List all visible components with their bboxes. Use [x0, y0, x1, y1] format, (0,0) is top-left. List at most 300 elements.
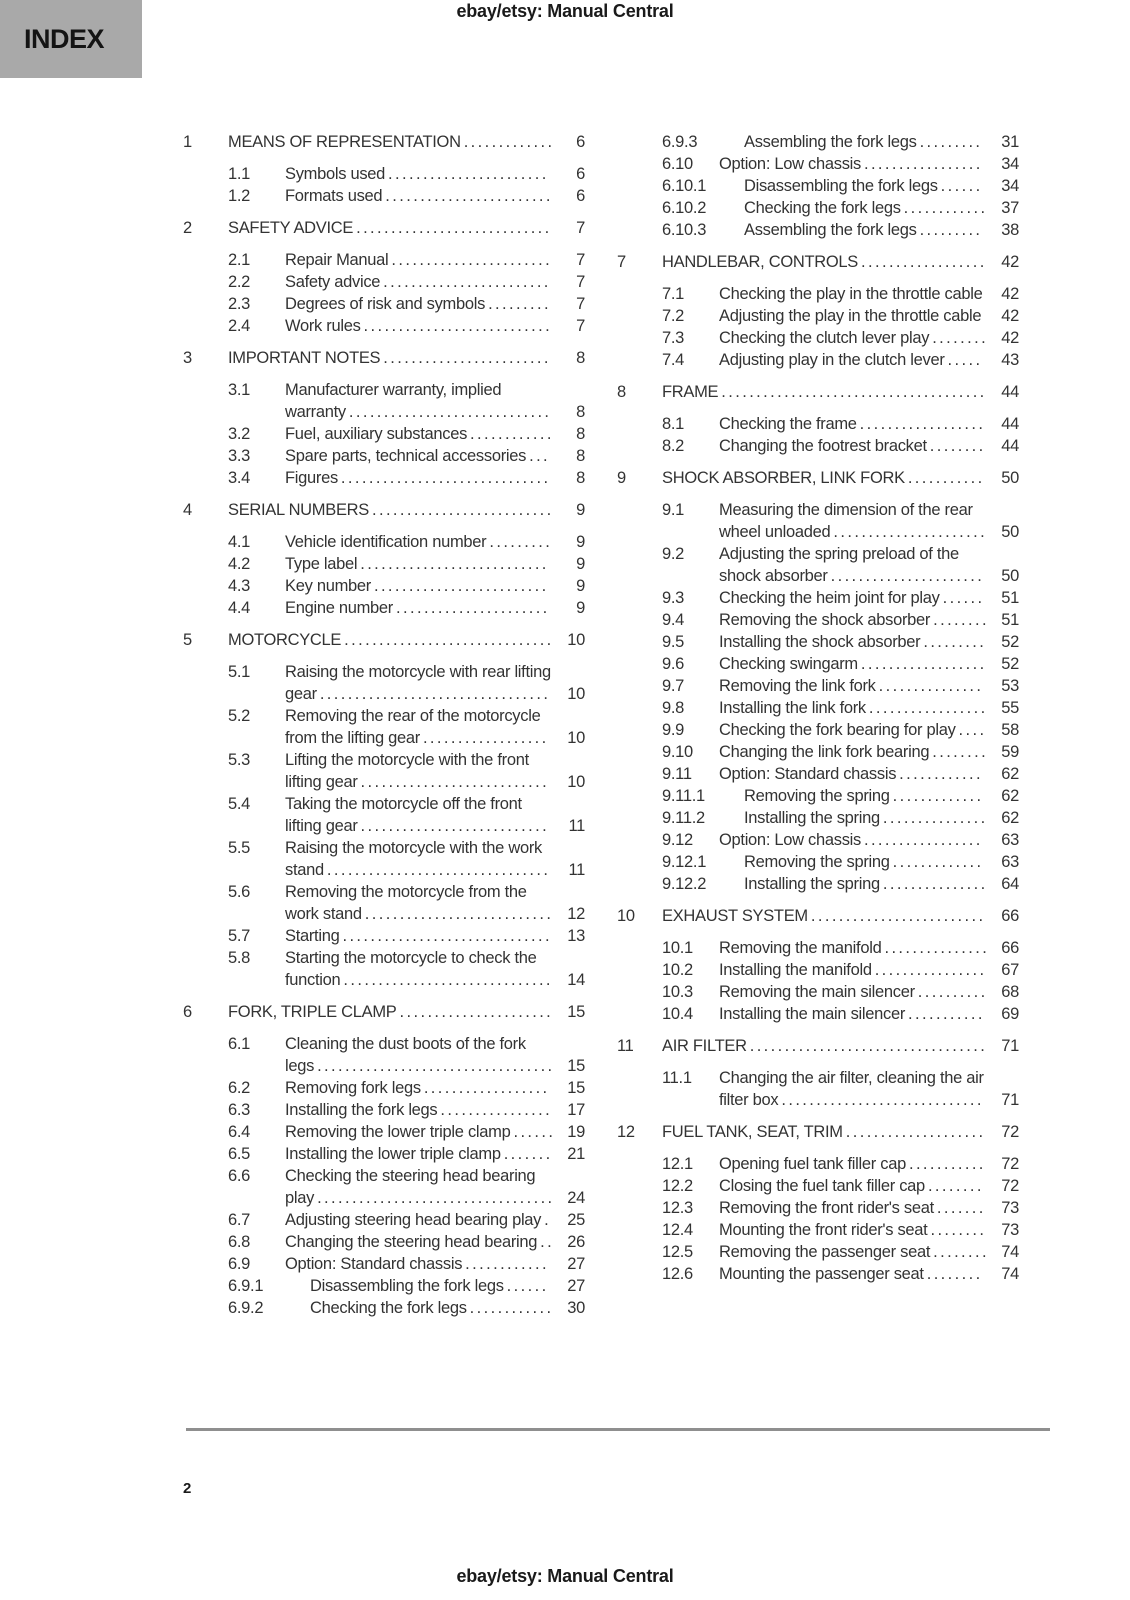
toc-leader-dots: ............................	[356, 219, 552, 237]
toc-entry-number: 2.3	[228, 295, 251, 313]
toc-entry-number: 6.6	[228, 1167, 251, 1185]
toc-leader-dots: .............	[463, 133, 555, 151]
toc-entry-title: Vehicle identification number	[285, 533, 487, 551]
toc-entry	[183, 837, 585, 881]
toc-entry	[183, 271, 585, 293]
toc-entry-page: 44	[1001, 437, 1019, 455]
toc-entry-number: 11	[617, 1037, 634, 1055]
toc-entry	[183, 445, 585, 467]
toc-entry	[183, 1297, 585, 1319]
toc-leader-dots: ..............................	[344, 631, 554, 649]
toc-entry-page: 53	[1001, 677, 1019, 695]
toc-entry	[617, 829, 1019, 851]
toc-entry-number: 9.5	[662, 633, 685, 651]
toc-entry-number: 4.2	[228, 555, 251, 573]
toc-entry-page: 10	[567, 685, 585, 703]
toc-entry	[617, 251, 1019, 273]
toc-entry	[617, 381, 1019, 403]
toc-entry-number: 8	[617, 383, 626, 401]
toc-entry-title: Option: Standard chassis	[285, 1255, 463, 1273]
toc-entry	[617, 905, 1019, 927]
toc-entry-title: Adjusting the play in the throttle cable	[719, 307, 982, 325]
toc-entry	[617, 305, 1019, 327]
toc-entry	[183, 379, 585, 423]
toc-entry-title: Removing the rear of the motorcycle from the lifting gear	[285, 707, 541, 747]
toc-entry-title: Disassembling the fork legs	[744, 177, 938, 195]
toc-leader-dots: ........................	[385, 187, 553, 205]
toc-leader-dots: ................................	[326, 861, 551, 879]
toc-entry	[617, 1067, 1019, 1111]
toc-entry	[183, 217, 585, 239]
toc-leader-dots: .........................	[373, 577, 549, 595]
toc-entry	[183, 1099, 585, 1121]
toc-entry-number: 9.1	[662, 501, 685, 519]
toc-entry	[617, 785, 1019, 807]
toc-entry-page: 71	[1001, 1037, 1019, 1055]
toc-entry-page: 25	[567, 1211, 585, 1229]
toc-entry	[617, 631, 1019, 653]
toc-leader-dots: ........	[932, 329, 989, 347]
toc-entry-title: EXHAUST SYSTEM	[662, 907, 808, 925]
toc-entry-number: 2.1	[228, 251, 251, 269]
toc-entry-title: Fuel, auxiliary substances	[285, 425, 468, 443]
toc-entry-title: Checking the clutch lever play	[719, 329, 930, 347]
toc-leader-dots: ...............	[882, 875, 988, 893]
toc-entry-title: Installing the main silencer	[719, 1005, 906, 1023]
toc-entry-page: 19	[567, 1123, 585, 1141]
toc-entry-page: 27	[567, 1277, 585, 1295]
toc-entry-title: SERIAL NUMBERS	[228, 501, 369, 519]
toc-leader-dots: ..........	[917, 983, 988, 1001]
toc-entry	[617, 283, 1019, 305]
toc-entry-page: 7	[576, 219, 585, 237]
toc-entry-page: 26	[567, 1233, 585, 1251]
toc-entry	[183, 531, 585, 553]
toc-entry-title: SAFETY ADVICE	[228, 219, 354, 237]
toc-entry-page: 6	[576, 133, 585, 151]
toc-entry-number: 9.11.1	[662, 787, 705, 805]
toc-leader-dots: ...........................	[364, 905, 554, 923]
toc-entry-number: 10.3	[662, 983, 693, 1001]
toc-leader-dots: ....................	[845, 1123, 986, 1141]
toc-entry-number: 7.4	[662, 351, 685, 369]
toc-leader-dots: ...............	[882, 809, 988, 827]
toc-leader-dots: ..............................	[342, 927, 552, 945]
toc-leader-dots: ............	[470, 425, 554, 443]
toc-entry	[617, 719, 1019, 741]
toc-entry-number: 12.2	[662, 1177, 693, 1195]
toc-entry	[183, 1001, 585, 1023]
toc-leader-dots: ......	[940, 177, 983, 195]
toc-entry-title: Installing the spring	[744, 809, 880, 827]
toc-entry-title: Adjusting the spring preload of the shock absorber	[719, 545, 959, 585]
toc-entry	[617, 413, 1019, 435]
toc-entry-title: Checking the steering head bearing play	[285, 1167, 536, 1207]
toc-entry-page: 43	[1001, 351, 1019, 369]
toc-leader-dots: .......	[936, 1199, 986, 1217]
toc-entry-title: Checking the fork legs	[744, 199, 901, 217]
toc-entry	[183, 185, 585, 207]
toc-entry-page: 31	[1001, 133, 1019, 151]
toc-entry	[183, 131, 585, 153]
toc-entry-number: 10.1	[662, 939, 693, 957]
toc-leader-dots: ......................	[399, 1003, 554, 1021]
toc-leader-dots: ......................	[830, 567, 985, 585]
toc-leader-dots: ..................................	[317, 1057, 555, 1075]
toc-leader-dots: ......................	[833, 523, 988, 541]
toc-leader-dots: ........	[927, 1177, 984, 1195]
toc-entry-number: 12.5	[662, 1243, 693, 1261]
toc-leader-dots: ............	[899, 765, 983, 783]
toc-entry-number: 10.4	[662, 1005, 693, 1023]
toc-entry-page: 10	[567, 729, 585, 747]
toc-entry-title: Checking swingarm	[719, 655, 858, 673]
toc-entry-page: 42	[1001, 285, 1019, 303]
toc-leader-dots: ........	[933, 611, 989, 629]
toc-entry-title: Installing the shock absorber	[719, 633, 921, 651]
toc-entry-title: Measuring the dimension of the rear wheel unloaded	[719, 501, 973, 541]
index-tab-label: INDEX	[24, 23, 105, 54]
toc-entry	[183, 423, 585, 445]
toc-leader-dots: ........	[929, 437, 986, 455]
toc-entry	[617, 653, 1019, 675]
toc-entry-page: 73	[1001, 1221, 1019, 1239]
toc-entry-number: 6.7	[228, 1211, 251, 1229]
toc-entry-title: Taking the motorcycle off the front lifting gear	[285, 795, 522, 835]
toc-entry-page: 62	[1001, 765, 1019, 783]
toc-leader-dots: ......................................	[721, 383, 987, 401]
toc-leader-dots: ..................	[422, 729, 549, 747]
toc-entry-title: Repair Manual	[285, 251, 389, 269]
toc-entry-page: 44	[1001, 415, 1019, 433]
toc-entry-title: Degrees of risk and symbols	[285, 295, 486, 313]
toc-entry-title: FRAME	[662, 383, 719, 401]
toc-leader-dots: ..................	[859, 415, 986, 433]
toc-entry-number: 9.12.2	[662, 875, 707, 893]
toc-entry-number: 9.7	[662, 677, 685, 695]
toc-entry	[617, 327, 1019, 349]
toc-leader-dots: ..............................	[340, 469, 551, 487]
toc-entry-title: Opening fuel tank filler cap	[719, 1155, 906, 1173]
toc-entry-title: Checking the play in the throttle cable	[719, 285, 983, 303]
toc-entry-number: 6.4	[228, 1123, 251, 1141]
toc-entry	[183, 249, 585, 271]
toc-entry	[183, 553, 585, 575]
toc-entry	[617, 131, 1019, 153]
toc-entry-page: 72	[1001, 1123, 1019, 1141]
toc-leader-dots: .......	[503, 1145, 553, 1163]
toc-entry-number: 3.3	[228, 447, 251, 465]
toc-entry-page: 69	[1001, 1005, 1019, 1023]
toc-leader-dots: ........	[933, 1243, 989, 1261]
toc-entry-title: Removing the spring	[744, 787, 890, 805]
toc-leader-dots: ..............................	[343, 971, 553, 989]
toc-entry-page: 9	[576, 533, 585, 551]
toc-entry	[183, 749, 585, 793]
toc-leader-dots: .........	[489, 533, 553, 551]
toc-leader-dots: ..	[540, 1233, 555, 1251]
toc-leader-dots: ......	[513, 1123, 556, 1141]
toc-entry	[617, 1197, 1019, 1219]
toc-entry-number: 6.10.2	[662, 199, 707, 217]
toc-entry-title: Raising the motorcycle with the work stand	[285, 839, 542, 879]
toc-entry-number: 5.3	[228, 751, 251, 769]
toc-entry-number: 5.5	[228, 839, 251, 857]
toc-entry-title: Work rules	[285, 317, 361, 335]
toc-entry-number: 4.4	[228, 599, 251, 617]
toc-entry-page: 62	[1001, 809, 1019, 827]
toc-entry-number: 9.9	[662, 721, 685, 739]
toc-entry-title: Removing the motorcycle from the work stand	[285, 883, 527, 923]
toc-entry-number: 6.1	[228, 1035, 251, 1053]
toc-leader-dots: ........	[926, 1265, 983, 1283]
toc-entry-title: Adjusting steering head bearing play	[285, 1211, 542, 1229]
toc-leader-dots: ...............	[884, 939, 990, 957]
toc-entry	[617, 153, 1019, 175]
toc-entry	[617, 981, 1019, 1003]
toc-entry-title: Removing fork legs	[285, 1079, 421, 1097]
toc-entry-page: 64	[1001, 875, 1019, 893]
toc-entry-page: 71	[1001, 1091, 1019, 1109]
toc-entry-title: Cleaning the dust boots of the fork legs	[285, 1035, 526, 1075]
toc-entry-page: 67	[1001, 961, 1019, 979]
toc-entry	[183, 293, 585, 315]
toc-entry	[183, 629, 585, 651]
toc-entry-page: 9	[576, 599, 585, 617]
toc-entry-number: 5	[183, 631, 192, 649]
toc-leader-dots: ...........	[908, 1155, 986, 1173]
toc-entry	[183, 661, 585, 705]
toc-entry	[617, 1263, 1019, 1285]
toc-entry-title: Checking the heim joint for play	[719, 589, 940, 607]
toc-entry-number: 9.11	[662, 765, 692, 783]
toc-entry-title: Installing the fork legs	[285, 1101, 438, 1119]
toc-entry	[617, 1219, 1019, 1241]
toc-leader-dots: ..................	[860, 655, 987, 673]
toc-entry	[183, 1253, 585, 1275]
toc-leader-dots: .........................	[810, 907, 986, 925]
toc-entry-page: 8	[576, 425, 585, 443]
toc-entry-number: 11.1	[662, 1069, 692, 1087]
toc-entry-number: 4.1	[228, 533, 251, 551]
toc-entry-page: 66	[1001, 907, 1019, 925]
toc-entry-number: 9.3	[662, 589, 685, 607]
toc-leader-dots: ..................	[861, 253, 987, 271]
toc-entry-title: Removing the manifold	[719, 939, 882, 957]
index-tab	[0, 0, 142, 78]
toc-entry-title: Starting the motorcycle to check the function	[285, 949, 537, 989]
toc-entry-number: 3.1	[228, 381, 251, 399]
toc-entry-title: Safety advice	[285, 273, 381, 291]
toc-entry-page: 14	[567, 971, 585, 989]
toc-entry-page: 52	[1001, 633, 1019, 651]
toc-entry	[617, 467, 1019, 489]
toc-entry-title: Mounting the passenger seat	[719, 1265, 924, 1283]
toc-entry	[617, 851, 1019, 873]
toc-leader-dots: ...	[529, 447, 551, 465]
toc-entry-page: 34	[1001, 177, 1019, 195]
toc-entry-number: 6.3	[228, 1101, 251, 1119]
toc-leader-dots: .......................	[391, 251, 553, 269]
toc-leader-dots: ......	[506, 1277, 549, 1295]
toc-leader-dots: .................	[863, 155, 983, 173]
toc-leader-dots: .......................	[388, 165, 549, 183]
page-header-title: ebay/etsy: Manual Central	[456, 1, 674, 21]
toc-entry-title: Removing the link fork	[719, 677, 876, 695]
toc-leader-dots: .............................	[348, 403, 552, 421]
toc-entry-number: 10	[617, 907, 635, 925]
toc-leader-dots: ......................	[396, 599, 550, 617]
toc-entry-title: Removing the passenger seat	[719, 1243, 931, 1261]
toc-leader-dots: .............	[892, 853, 984, 871]
toc-entry-title: Key number	[285, 577, 371, 595]
toc-entry-page: 9	[576, 577, 585, 595]
toc-entry-number: 12.6	[662, 1265, 693, 1283]
toc-leader-dots: ...........................	[360, 555, 549, 573]
toc-entry-number: 1	[183, 133, 192, 151]
toc-entry-number: 12.3	[662, 1199, 693, 1217]
toc-leader-dots: .	[544, 1211, 552, 1229]
toc-entry	[183, 347, 585, 369]
toc-entry-number: 6.9.3	[662, 133, 698, 151]
toc-leader-dots: .................	[868, 699, 988, 717]
toc-entry-number: 6.9	[228, 1255, 251, 1273]
toc-entry-page: 62	[1001, 787, 1019, 805]
toc-entry-page: 21	[567, 1145, 585, 1163]
toc-entry-title: Checking the fork legs	[310, 1299, 467, 1317]
toc-entry-page: 51	[1001, 611, 1019, 629]
toc-entry	[617, 1153, 1019, 1175]
toc-entry-number: 5.6	[228, 883, 251, 901]
toc-entry	[183, 1275, 585, 1297]
toc-entry	[617, 1035, 1019, 1057]
toc-leader-dots: ..................................	[317, 1189, 555, 1207]
toc-entry	[183, 163, 585, 185]
toc-entry	[617, 197, 1019, 219]
toc-entry-number: 9.2	[662, 545, 685, 563]
page-footer-title: ebay/etsy: Manual Central	[456, 1566, 674, 1586]
toc-entry-page: 50	[1001, 567, 1019, 585]
toc-entry-page: 50	[1001, 469, 1019, 487]
toc-entry-page: 42	[1001, 329, 1019, 347]
toc-entry-number: 7.1	[662, 285, 685, 303]
toc-entry-page: 37	[1001, 199, 1019, 217]
toc-entry-page: 15	[567, 1057, 585, 1075]
toc-entry	[183, 881, 585, 925]
toc-entry-page: 27	[567, 1255, 585, 1273]
toc-entry-page: 8	[576, 349, 585, 367]
toc-entry	[183, 1209, 585, 1231]
toc-leader-dots: .........	[919, 221, 983, 239]
toc-entry-number: 9.8	[662, 699, 685, 717]
toc-entry-number: 6.5	[228, 1145, 251, 1163]
toc-entry-page: 12	[567, 905, 585, 923]
toc-entry-page: 13	[567, 927, 585, 945]
toc-entry-page: 63	[1001, 853, 1019, 871]
toc-entry-page: 15	[567, 1079, 585, 1097]
toc-entry-title: Symbols used	[285, 165, 386, 183]
toc-leader-dots: ..........................	[371, 501, 554, 519]
toc-entry	[183, 1033, 585, 1077]
toc-entry-title: Closing the fuel tank filler cap	[719, 1177, 925, 1195]
toc-entry	[183, 793, 585, 837]
toc-entry-page: 7	[576, 273, 585, 291]
toc-entry	[617, 697, 1019, 719]
toc-leader-dots: ...............	[878, 677, 984, 695]
toc-entry-page: 9	[576, 501, 585, 519]
toc-entry-title: Option: Low chassis	[719, 831, 861, 849]
toc-entry	[617, 1175, 1019, 1197]
toc-entry-number: 6	[183, 1003, 192, 1021]
toc-entry-page: 7	[576, 295, 585, 313]
toc-entry	[183, 1077, 585, 1099]
toc-entry-page: 50	[1001, 523, 1019, 541]
toc-entry	[617, 435, 1019, 457]
toc-entry-number: 1.2	[228, 187, 251, 205]
toc-entry-title: Changing the steering head bearing	[285, 1233, 538, 1251]
toc-entry	[183, 1143, 585, 1165]
toc-entry-page: 11	[568, 861, 585, 879]
footer-divider-rule	[186, 1428, 1050, 1431]
toc-entry-number: 6.8	[228, 1233, 251, 1251]
toc-entry-page: 52	[1001, 655, 1019, 673]
toc-entry-title: Checking the fork bearing for play	[719, 721, 956, 739]
toc-entry-number: 7.2	[662, 307, 685, 325]
toc-entry-title: SHOCK ABSORBER, LINK FORK	[662, 469, 905, 487]
toc-entry	[617, 1003, 1019, 1025]
toc-entry-page: 55	[1001, 699, 1019, 717]
toc-leader-dots: ........................	[383, 349, 551, 367]
toc-entry	[617, 543, 1019, 587]
toc-entry-title: Disassembling the fork legs	[310, 1277, 504, 1295]
toc-entry-page: 17	[567, 1101, 585, 1119]
toc-entry-page: 9	[576, 555, 585, 573]
toc-entry-number: 9.11.2	[662, 809, 705, 827]
toc-entry-number: 2.4	[228, 317, 251, 335]
toc-entry-number: 6.10	[662, 155, 693, 173]
toc-entry-page: 24	[567, 1189, 585, 1207]
toc-entry-number: 3.4	[228, 469, 251, 487]
toc-entry-page: 58	[1001, 721, 1019, 739]
toc-entry-number: 4.3	[228, 577, 251, 595]
toc-entry-title: Assembling the fork legs	[744, 133, 917, 151]
toc-entry-number: 9.6	[662, 655, 685, 673]
toc-entry-page: 7	[576, 251, 585, 269]
toc-entry-page: 8	[576, 403, 585, 421]
toc-entry-page: 59	[1001, 743, 1019, 761]
toc-entry	[617, 873, 1019, 895]
toc-entry-number: 9	[617, 469, 626, 487]
toc-entry	[617, 807, 1019, 829]
toc-entry-title: Option: Standard chassis	[719, 765, 897, 783]
toc-entry-number: 12.4	[662, 1221, 693, 1239]
toc-leader-dots: .........	[919, 133, 983, 151]
toc-entry-number: 6.9.2	[228, 1299, 264, 1317]
toc-entry-title: Removing the lower triple clamp	[285, 1123, 511, 1141]
toc-entry	[183, 925, 585, 947]
toc-entry-number: 1.1	[228, 165, 251, 183]
toc-entry-page: 11	[568, 817, 585, 835]
toc-entry	[617, 499, 1019, 543]
toc-entry	[183, 575, 585, 597]
toc-entry-number: 6.2	[228, 1079, 251, 1097]
toc-entry-number: 9.12.1	[662, 853, 707, 871]
toc-entry-number: 5.8	[228, 949, 251, 967]
toc-leader-dots: ......	[942, 589, 985, 607]
toc-entry	[183, 467, 585, 489]
toc-entry	[617, 741, 1019, 763]
toc-entry-page: 44	[1001, 383, 1019, 401]
